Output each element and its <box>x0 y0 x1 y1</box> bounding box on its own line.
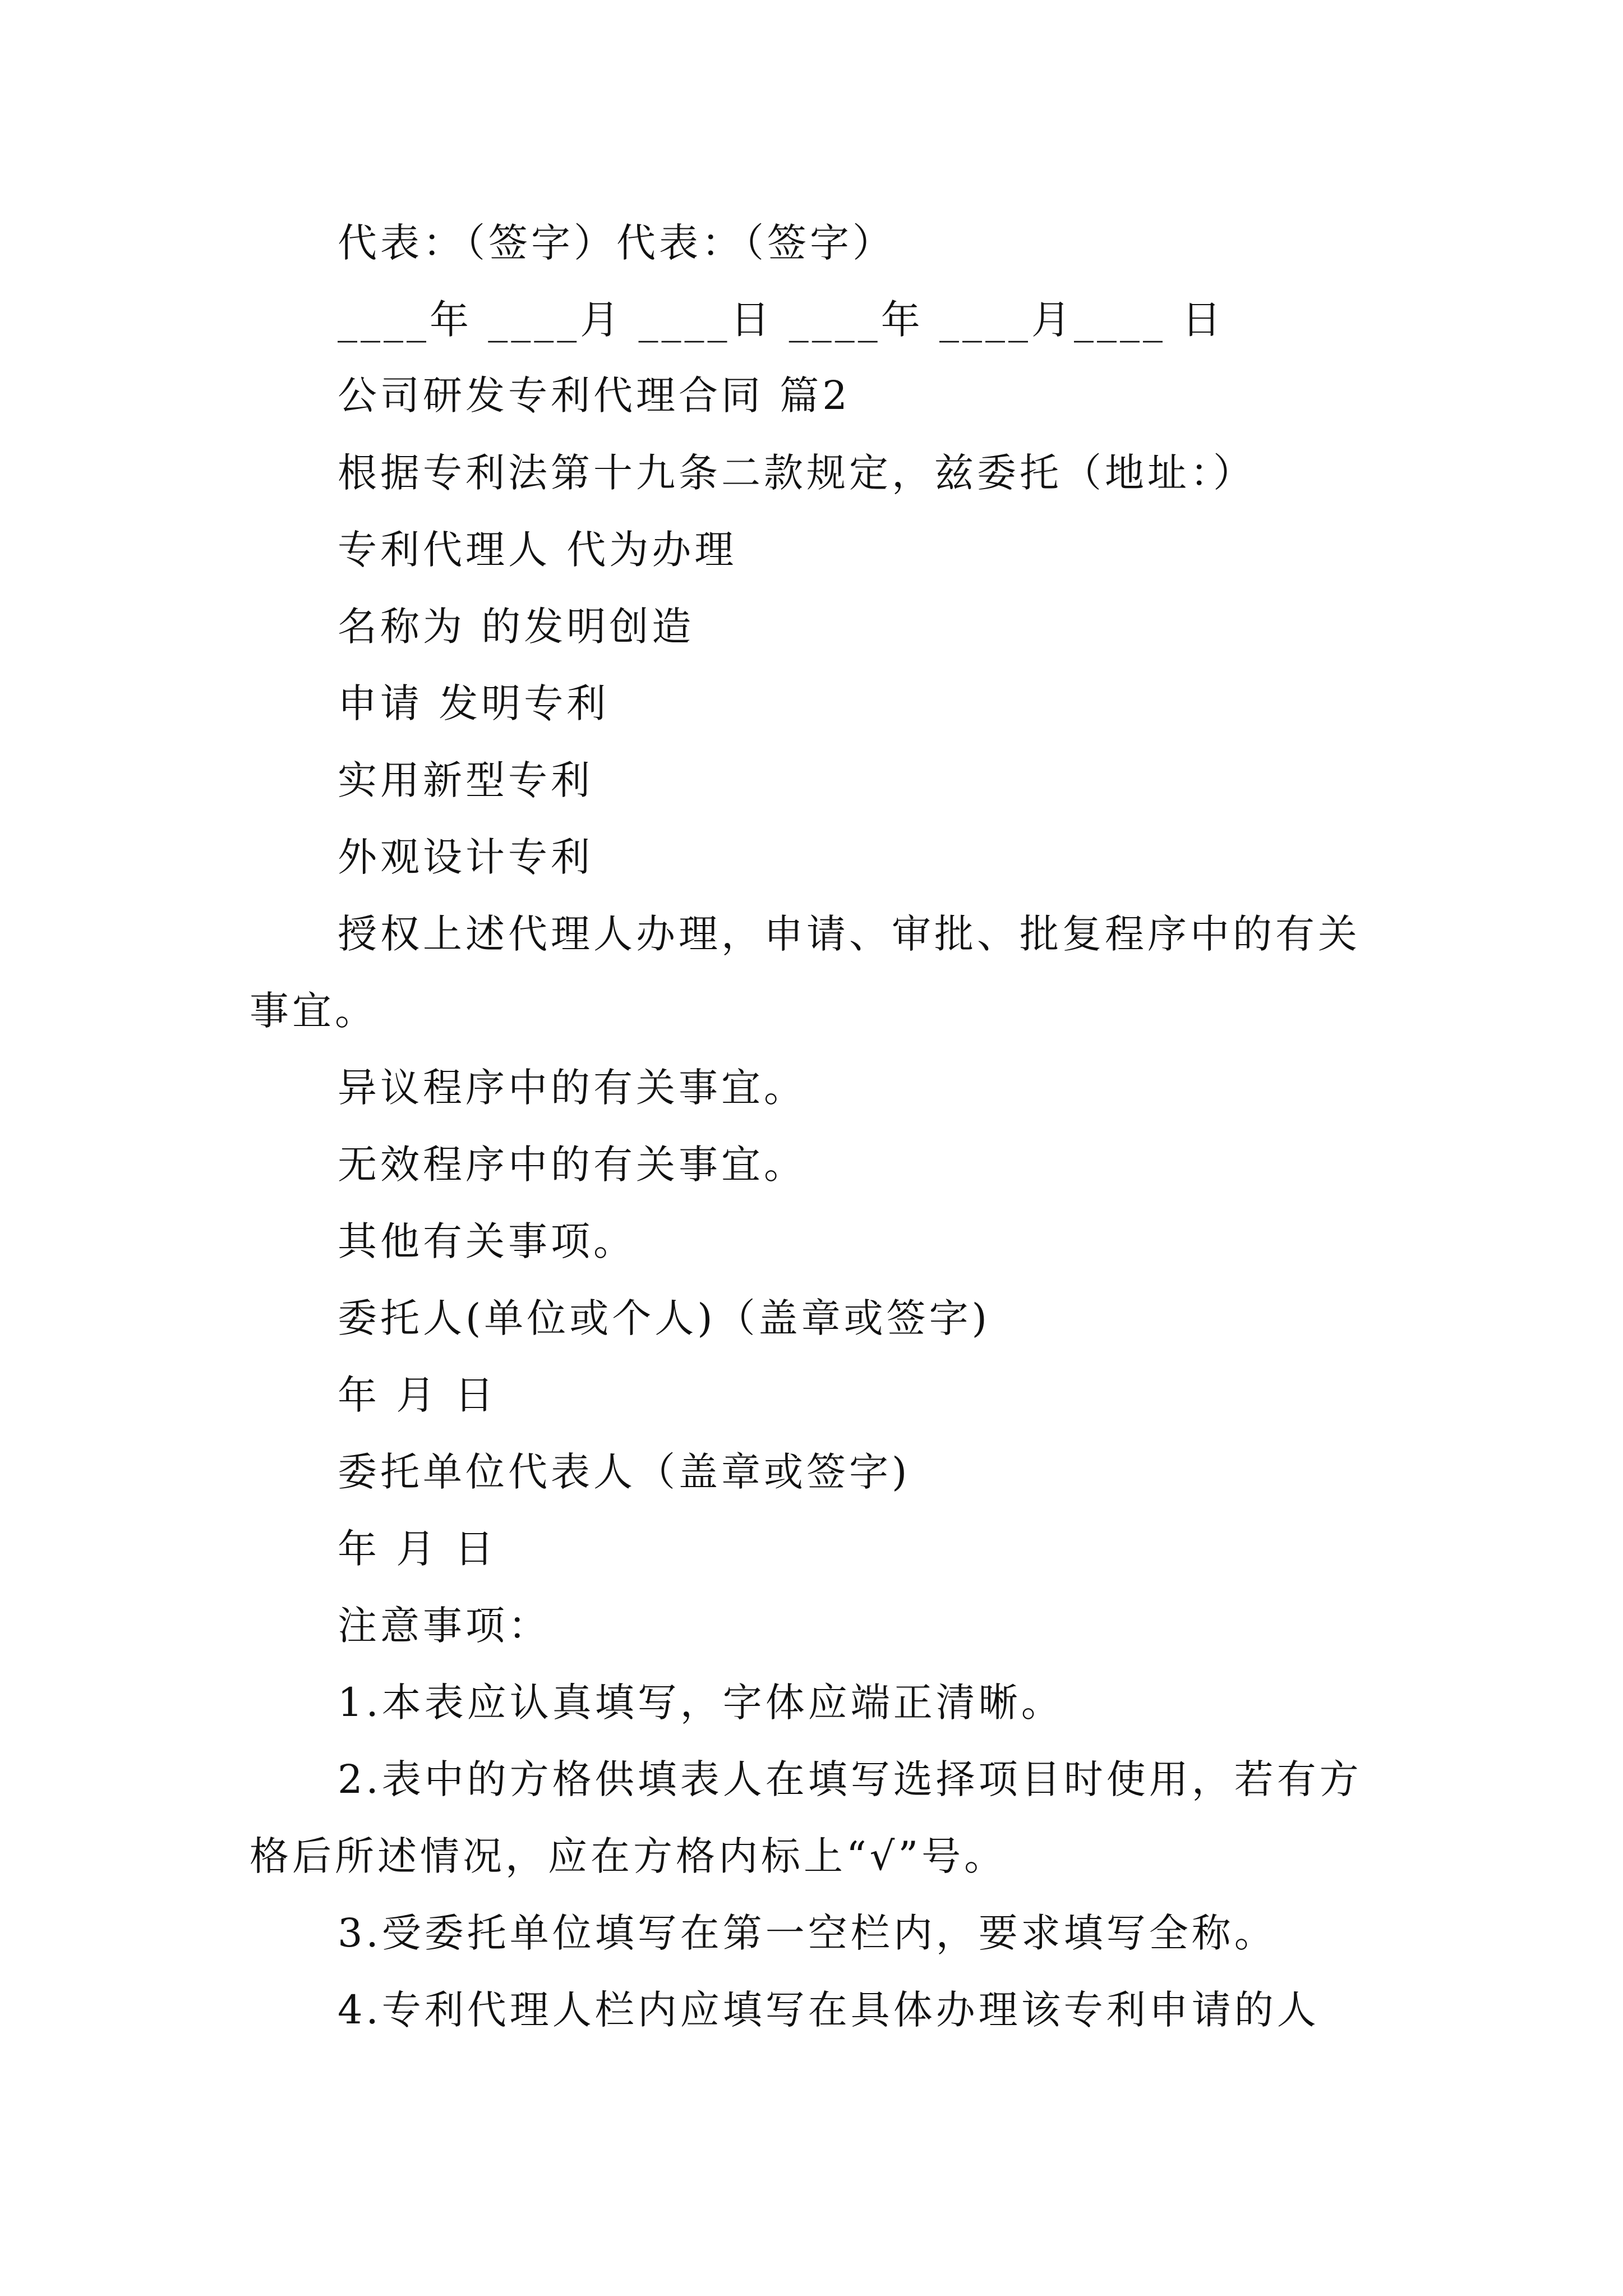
paragraph-line: 委托人(单位或个人)（盖章或签字) <box>338 1295 990 1341</box>
paragraph-line: 委托单位代表人（盖章或签字) <box>338 1449 911 1495</box>
date-line: 年 月 日 <box>338 1372 497 1418</box>
paragraph-line: 授权上述代理人办理，申请、审批、批复程序中的有关 <box>338 911 1361 957</box>
note-item: 1.本表应认真填写，字体应端正清晰。 <box>338 1680 1064 1726</box>
note-item-continuation: 格后所述情况，应在方格内标上“√”号。 <box>250 1833 1007 1879</box>
paragraph-line: 其他有关事项。 <box>338 1218 636 1264</box>
signature-line: 代表：（签字）代表：（签字） <box>338 220 895 266</box>
paragraph-line: 根据专利法第十九条二款规定，兹委托（地址：） <box>338 450 1256 496</box>
paragraph-line: 申请 发明专利 <box>338 680 610 726</box>
section-title: 公司研发专利代理合同 篇2 <box>338 372 851 418</box>
note-item: 2.表中的方格供填表人在填写选择项目时使用，若有方 <box>338 1756 1362 1802</box>
notes-heading: 注意事项： <box>338 1603 551 1649</box>
paragraph-line: 名称为 的发明创造 <box>338 604 695 650</box>
paragraph-line: 无效程序中的有关事宜。 <box>338 1142 806 1188</box>
date-line: 年 月 日 <box>338 1526 497 1572</box>
paragraph-line: 专利代理人 代为办理 <box>338 527 737 573</box>
paragraph-line: 异议程序中的有关事宜。 <box>338 1065 806 1111</box>
paragraph-line-continuation: 事宜。 <box>250 988 377 1034</box>
note-item: 4.专利代理人栏内应填写在具体办理该专利申请的人 <box>338 1987 1320 2033</box>
paragraph-line: 外观设计专利 <box>338 834 593 880</box>
date-line: ____年 ____月 ____日 ____年 ____月____ 日 <box>338 297 1225 343</box>
paragraph-line: 实用新型专利 <box>338 757 593 803</box>
note-item: 3.受委托单位填写在第一空栏内，要求填写全称。 <box>338 1910 1277 1956</box>
